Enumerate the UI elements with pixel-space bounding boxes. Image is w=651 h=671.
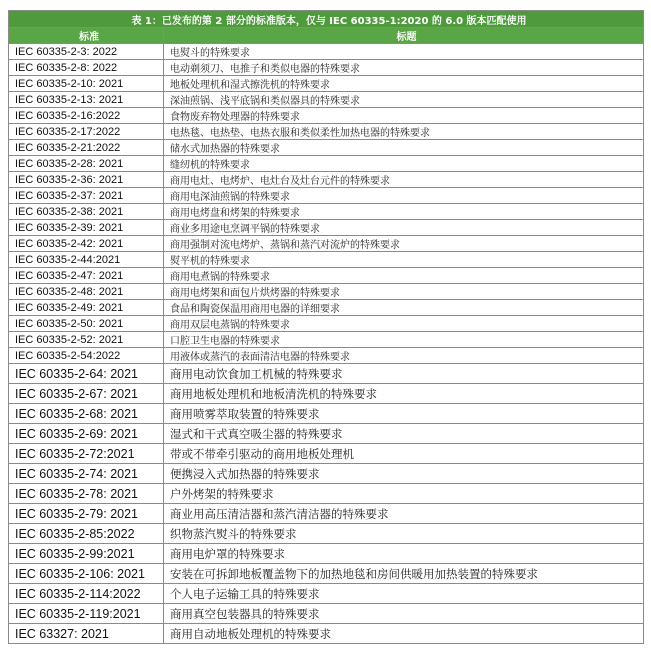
table-row	[9, 236, 644, 252]
standard-cell: IEC 60335-2-21:2022	[9, 140, 164, 156]
title-cell: 户外烤架的特殊要求	[164, 484, 644, 504]
title-cell: 食物废弃物处理器的特殊要求	[164, 108, 644, 124]
table-row	[9, 140, 644, 156]
standard-cell: IEC 60335-2-39: 2021	[9, 220, 164, 236]
standard-cell: IEC 60335-2-85:2022	[9, 524, 164, 544]
table-row	[9, 444, 644, 464]
standard-cell: IEC 60335-2-52: 2021	[9, 332, 164, 348]
table-row	[9, 364, 644, 384]
standard-cell: IEC 60335-2-28: 2021	[9, 156, 164, 172]
title-cell: 商用自动地板处理机的特殊要求	[164, 624, 644, 644]
table-header-row	[9, 28, 644, 44]
table-row	[9, 424, 644, 444]
title-cell: 熨平机的特殊要求	[164, 252, 644, 268]
table-row	[9, 284, 644, 300]
title-cell: 织物蒸汽熨斗的特殊要求	[164, 524, 644, 544]
title-cell: 口腔卫生电器的特殊要求	[164, 332, 644, 348]
standard-cell: IEC 60335-2-10: 2021	[9, 76, 164, 92]
table-row	[9, 384, 644, 404]
title-cell: 商用电灶、电烤炉、电灶台及灶台元件的特殊要求	[164, 172, 644, 188]
standard-cell: IEC 60335-2-16:2022	[9, 108, 164, 124]
standard-cell: IEC 60335-2-78: 2021	[9, 484, 164, 504]
standard-cell: IEC 60335-2-74: 2021	[9, 464, 164, 484]
standard-cell: IEC 60335-2-67: 2021	[9, 384, 164, 404]
standard-cell: IEC 60335-2-44:2021	[9, 252, 164, 268]
table-row	[9, 76, 644, 92]
table-row	[9, 188, 644, 204]
table-row	[9, 348, 644, 364]
table-row	[9, 484, 644, 504]
standard-cell: IEC 60335-2-50: 2021	[9, 316, 164, 332]
title-cell: 电热毯、电热垫、电热衣服和类似柔性加热电器的特殊要求	[164, 124, 644, 140]
table-row	[9, 404, 644, 424]
title-cell: 食品和陶瓷保温用商用电器的详细要求	[164, 300, 644, 316]
standard-cell: IEC 60335-2-13: 2021	[9, 92, 164, 108]
table-row	[9, 204, 644, 220]
table-row	[9, 44, 644, 60]
title-cell: 电动剃须刀、电推子和类似电器的特殊要求	[164, 60, 644, 76]
title-cell: 带或不带牵引驱动的商用地板处理机	[164, 444, 644, 464]
standard-cell: IEC 60335-2-106: 2021	[9, 564, 164, 584]
standard-cell: IEC 60335-2-47: 2021	[9, 268, 164, 284]
standard-cell: IEC 60335-2-54:2022	[9, 348, 164, 364]
standard-cell: IEC 60335-2-68: 2021	[9, 404, 164, 424]
title-cell: 商用电煮锅的特殊要求	[164, 268, 644, 284]
standard-cell: IEC 60335-2-114:2022	[9, 584, 164, 604]
table-row	[9, 220, 644, 236]
standard-cell: IEC 60335-2-99:2021	[9, 544, 164, 564]
title-cell: 便携浸入式加热器的特殊要求	[164, 464, 644, 484]
table-row	[9, 524, 644, 544]
title-cell: 储水式加热器的特殊要求	[164, 140, 644, 156]
title-cell: 缝纫机的特殊要求	[164, 156, 644, 172]
standard-cell: IEC 60335-2-8: 2022	[9, 60, 164, 76]
standard-cell: IEC 60335-2-49: 2021	[9, 300, 164, 316]
standard-cell: IEC 60335-2-36: 2021	[9, 172, 164, 188]
title-cell: 商用强制对流电烤炉、蒸锅和蒸汽对流炉的特殊要求	[164, 236, 644, 252]
table-row	[9, 332, 644, 348]
standard-cell: IEC 60335-2-37: 2021	[9, 188, 164, 204]
standard-cell: IEC 60335-2-42: 2021	[9, 236, 164, 252]
standard-cell: IEC 60335-2-38: 2021	[9, 204, 164, 220]
title-cell: 安装在可拆卸地板覆盖物下的加热地毯和房间供暖用加热装置的特殊要求	[164, 564, 644, 584]
standard-cell: IEC 60335-2-72:2021	[9, 444, 164, 464]
title-cell: 商用电动饮食加工机械的特殊要求	[164, 364, 644, 384]
title-cell: 商用电深油煎锅的特殊要求	[164, 188, 644, 204]
standard-cell: IEC 60335-2-64: 2021	[9, 364, 164, 384]
title-cell: 商业用高压清洁器和蒸汽清洁器的特殊要求	[164, 504, 644, 524]
table-caption-row	[9, 11, 644, 28]
table-row	[9, 60, 644, 76]
table-row	[9, 172, 644, 188]
table-row	[9, 504, 644, 524]
table-row	[9, 464, 644, 484]
table-row	[9, 564, 644, 584]
table-row	[9, 124, 644, 140]
table-row	[9, 108, 644, 124]
table-row	[9, 268, 644, 284]
table-row	[9, 624, 644, 644]
table-row	[9, 252, 644, 268]
title-cell: 深油煎锅、浅平底锅和类似器具的特殊要求	[164, 92, 644, 108]
table-row	[9, 584, 644, 604]
table-caption: 表 1：已发布的第 2 部分的标准版本，仅与 IEC 60335-1:2020 的 6.0 版本匹配使用	[9, 11, 644, 28]
table-row	[9, 300, 644, 316]
title-cell: 商用电烤架和面包片烘烤器的特殊要求	[164, 284, 644, 300]
standard-cell: IEC 60335-2-79: 2021	[9, 504, 164, 524]
title-cell: 商业多用途电烹调平锅的特殊要求	[164, 220, 644, 236]
standard-cell: IEC 60335-2-119:2021	[9, 604, 164, 624]
table-row	[9, 604, 644, 624]
table-row	[9, 544, 644, 564]
title-cell: 商用电炉罩的特殊要求	[164, 544, 644, 564]
header-standard: 标准	[9, 28, 164, 44]
title-cell: 湿式和干式真空吸尘器的特殊要求	[164, 424, 644, 444]
standard-cell: IEC 60335-2-69: 2021	[9, 424, 164, 444]
standards-table	[8, 10, 644, 644]
header-title: 标题	[164, 28, 644, 44]
title-cell: 个人电子运输工具的特殊要求	[164, 584, 644, 604]
standard-cell: IEC 60335-2-17:2022	[9, 124, 164, 140]
table-row	[9, 92, 644, 108]
title-cell: 用液体或蒸汽的表面清洁电器的特殊要求	[164, 348, 644, 364]
standard-cell: IEC 63327: 2021	[9, 624, 164, 644]
standard-cell: IEC 60335-2-3: 2022	[9, 44, 164, 60]
title-cell: 电熨斗的特殊要求	[164, 44, 644, 60]
title-cell: 商用双层电蒸锅的特殊要求	[164, 316, 644, 332]
title-cell: 商用电烤盘和烤架的特殊要求	[164, 204, 644, 220]
standard-cell: IEC 60335-2-48: 2021	[9, 284, 164, 300]
table-row	[9, 156, 644, 172]
table-row	[9, 316, 644, 332]
title-cell: 商用真空包装器具的特殊要求	[164, 604, 644, 624]
title-cell: 商用地板处理机和地板清洗机的特殊要求	[164, 384, 644, 404]
title-cell: 商用喷雾萃取装置的特殊要求	[164, 404, 644, 424]
title-cell: 地板处理机和湿式擦洗机的特殊要求	[164, 76, 644, 92]
